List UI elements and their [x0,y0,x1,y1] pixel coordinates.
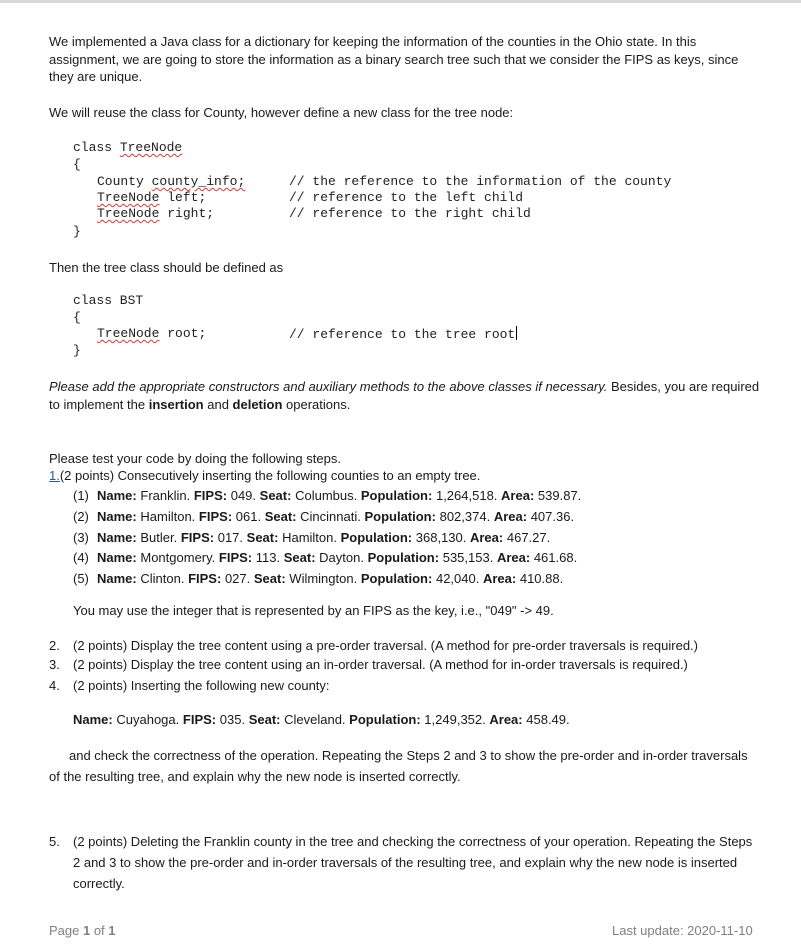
last-update: Last update: 2020-11-10 [612,923,753,938]
treenode-field-left: TreeNode left; [97,190,207,205]
county-index: (4) [73,550,89,565]
step-1: 1.(2 points) Consecutively inserting the following counties to an empty tree. [49,468,481,483]
step-4-followup: and check the correctness of the operation. Repeating the Steps 2 and 3 to show the pre-order and in-order traversals of the resulting tree, and explain why the new node is inserted correctly. [49,748,748,784]
text-cursor [516,326,517,340]
treenode-field-right: TreeNode right; [97,206,215,221]
county-field-label: Seat: [264,509,297,524]
county-fips: 113. [255,550,281,565]
bst-comment-root[interactable]: // reference to the tree root [289,327,516,342]
step-5-number: 5. [49,834,60,849]
fips-note: You may use the integer that is represented by an FIPS as the key, i.e., "049" -> 49. [73,603,554,618]
treenode-comment-right: // reference to the right child [289,206,531,221]
county-item [73,508,574,525]
step-2: 2. (2 points) Display the tree content using a pre-order traversal. (A method for pre-order traversals is required.) [49,638,698,653]
county-field-label: Seat: [253,571,286,586]
county-field-label: Area: [501,488,535,503]
county-field-label: Area: [469,530,504,545]
county-field-label: Population: [340,530,413,545]
county-population: 1,264,518. [435,488,498,503]
county-population: 802,374. [439,509,491,524]
county-item [73,570,563,587]
new-county: Name: Cuyahoga. FIPS: 035. Seat: Cleveland. Population: 1,249,352. Area: 458.49. [73,712,570,727]
county-population: 535,153. [442,550,494,565]
county-fips: 049. [230,488,257,503]
county-seat: Dayton. [319,550,364,565]
county-name: Montgomery. [140,550,216,565]
county-fips: 027. [224,571,251,586]
county-field-label: Population: [367,550,440,565]
county-index: (5) [73,571,89,586]
county-field-label: Seat: [259,488,292,503]
county-population: 368,130. [415,530,467,545]
county-area: 407.36. [530,509,575,524]
reuse-paragraph: We will reuse the class for County, however define a new class for the tree node: [49,105,514,120]
county-population: 42,040. [435,571,480,586]
county-area: 539.87. [537,488,582,503]
county-field-label: Name: [97,530,137,545]
county-seat: Columbus. [295,488,358,503]
window-top-border [0,0,801,3]
county-field-label: Area: [493,509,528,524]
county-index: (2) [73,509,89,524]
step-3: 3. (2 points) Display the tree content using an in-order traversal. (A method for in-order traversals is required.) [49,657,688,672]
treenode-field-county-info: County county_info; [97,174,246,189]
county-field-label: FIPS: [218,550,253,565]
county-field-label: Area: [482,571,517,586]
county-field-label: Area: [496,550,531,565]
county-name: Franklin. [140,488,191,503]
county-seat: Wilmington. [289,571,358,586]
county-fips: 017. [217,530,244,545]
then-paragraph: Then the tree class should be defined as [49,260,284,275]
treenode-comment-county-info: // the reference to the information of the county [289,174,672,189]
bst-open-brace: { [73,310,81,325]
county-fips: 061. [235,509,262,524]
county-field-label: Name: [97,488,137,503]
step-5-text: (2 points) Deleting the Franklin county in the tree and checking the correctness of your operation. Repeating the Steps 2 and 3 to show the pre-order and in-order traversals of the resulting tree, and explain why the new node is inserted correctly. [73,834,753,891]
county-name: Clinton. [140,571,185,586]
treenode-class-name: TreeNode [119,140,183,155]
county-field-label: Name: [97,550,137,565]
step-4: 4. (2 points) Inserting the following new county: [49,678,330,693]
county-name: Hamilton. [140,509,196,524]
instructions-paragraph: Please add the appropriate constructors and auxiliary methods to the above classes if necessary. Besides, you are required to implement the insertion and deletion operations. [49,379,760,412]
county-field-label: FIPS: [180,530,215,545]
treenode-class-declaration [73,140,182,155]
county-field-label: Seat: [283,550,316,565]
treenode-close-brace: } [73,224,81,239]
county-field-label: Population: [360,571,433,586]
county-index: (1) [73,488,89,503]
treenode-open-brace: { [73,157,81,172]
county-item [73,487,581,504]
county-area: 410.88. [519,571,564,586]
county-item [73,549,577,566]
county-area: 461.68. [533,550,578,565]
bst-close-brace: } [73,343,81,358]
county-field-label: FIPS: [198,509,233,524]
page-indicator: Page 1 of 1 [49,923,116,938]
intro-paragraph: We implemented a Java class for a dictionary for keeping the information of the counties in the Ohio state. In this assignment, we are going to store the information as a binary search tree such that we consider the FIPS as keys, since they are unique. [49,34,739,84]
county-field-label: Seat: [246,530,279,545]
county-field-label: Population: [360,488,433,503]
county-field-label: FIPS: [188,571,222,586]
bst-class-declaration: class BST [73,293,144,308]
county-field-label: Population: [364,509,436,524]
class-keyword: class [73,140,113,155]
county-index: (3) [73,530,89,545]
county-item [73,529,550,546]
county-name: Butler. [140,530,178,545]
county-seat: Hamilton. [282,530,337,545]
step-1-number: 1. [49,468,60,483]
test-intro: Please test your code by doing the following steps. [49,451,341,466]
county-area: 467.27. [506,530,551,545]
county-field-label: Name: [97,571,137,586]
county-field-label: Name: [97,509,137,524]
county-seat: Cincinnati. [300,509,361,524]
treenode-comment-left: // reference to the left child [289,190,524,205]
bst-field-root: TreeNode root; [97,326,207,341]
county-field-label: FIPS: [193,488,228,503]
